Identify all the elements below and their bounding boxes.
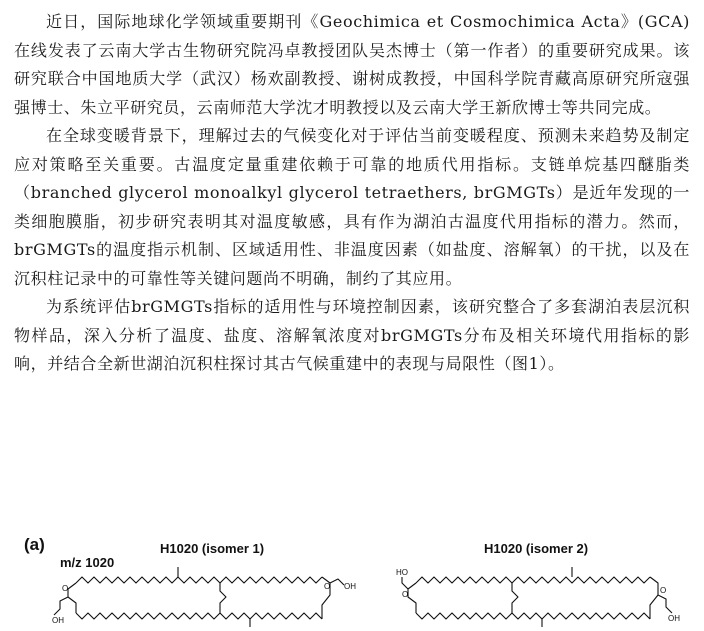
isomer-2-right-oh: OH [668, 614, 680, 623]
isomer-1-right-oxygen: O [324, 582, 331, 591]
isomer-2-right-oxygen: O [660, 586, 667, 595]
isomer-2-ho: HO [396, 568, 408, 577]
mz-label: m/z 1020 [60, 555, 115, 570]
paragraph-method: 为系统评估brGMGTs指标的适用性与环境控制因素，该研究整合了多套湖泊表层沉积物样品，深入分析了温度、盐度、溶解氧浓度对brGMGTs分布及相关环境代用指标的影响，并结合全新世湖泊沉积柱探讨其古气候重建中的表现与局限性（图1）。 [14, 297, 690, 373]
figure-1 [24, 533, 696, 631]
isomer-2-left-oxygen: O [402, 590, 409, 599]
isomer-1-bottom-chain [76, 613, 322, 619]
isomer-2-bottom-chain [416, 613, 650, 619]
isomer-1-oh: OH [52, 616, 64, 625]
isomer-1-right-oh: OH [344, 582, 356, 591]
article-body [14, 8, 690, 379]
isomer-1-label: H1020 (isomer 1) [160, 541, 265, 556]
isomer-1-left-oxygen: O [62, 584, 69, 593]
chemical-structures [24, 533, 696, 631]
isomer-2-top-chain [416, 577, 650, 583]
isomer-2-label: H1020 (isomer 2) [484, 541, 589, 556]
paragraph-background: 在全球变暖背景下，理解过去的气候变化对于评估当前变暖程度、预测未来趋势及制定应对策略至关重要。古温度定量重建依赖于可靠的地质代用指标。支链单烷基四醚脂类（branched glycerol monoalkyl glycerol tetraethers, brGMGTs）是近年发现的一类细胞膜脂，初步研究表明其对温度敏感，具有作为湖泊古温度代用指标的潜力。然而，brGMGTs的温度指示机制、区域适用性、非温度因素（如盐度、溶解氧）的干扰，以及在沉积柱记录中的可靠性等关键问题尚不明确，制约了其应用。 [14, 126, 690, 288]
isomer-1-top-chain [76, 577, 322, 583]
paragraph-intro: 近日，国际地球化学领域重要期刊《Geochimica et Cosmochimica Acta》(GCA)在线发表了云南大学古生物研究院冯卓教授团队吴杰博士（第一作者）的重要研究成果。该研究联合中国地质大学（武汉）杨欢副教授、谢树成教授，中国科学院青藏高原研究所寇强强博士、朱立平研究员，云南师范大学沈才明教授以及云南大学王新欣博士等共同完成。 [14, 12, 690, 117]
isomer-2-right-glycerol [650, 577, 672, 619]
figure-panel-label: (a) [24, 535, 45, 554]
